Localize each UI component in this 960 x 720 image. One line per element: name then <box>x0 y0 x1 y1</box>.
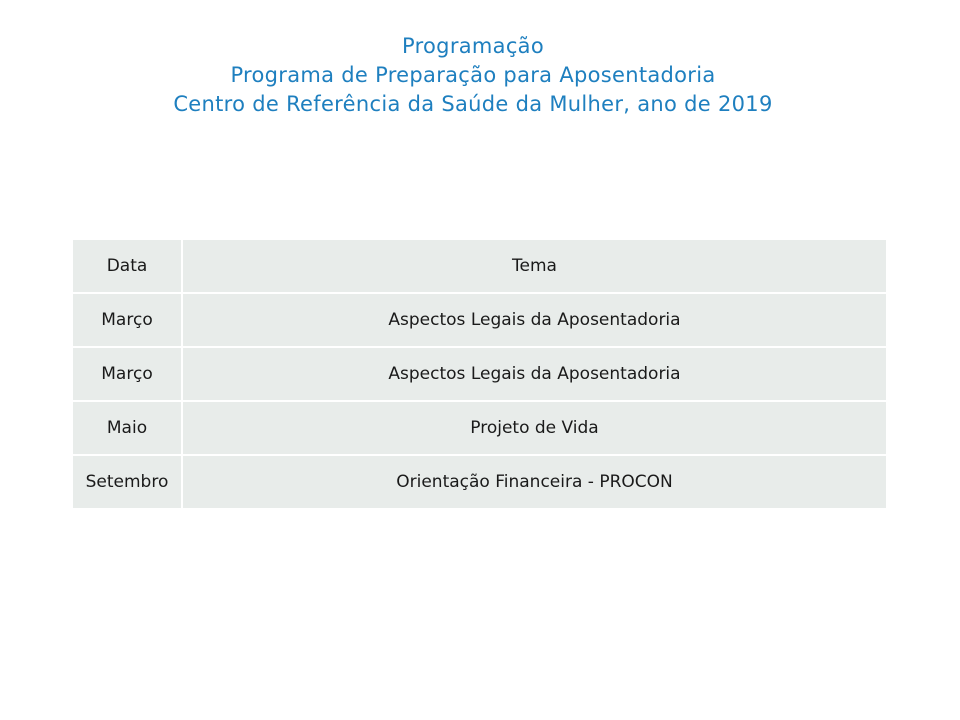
table-row <box>73 293 886 347</box>
row-date: Maio <box>73 401 182 455</box>
row-theme: Aspectos Legais da Aposentadoria <box>182 293 886 347</box>
slide-title <box>0 32 946 119</box>
table-row <box>73 347 886 401</box>
title-line-2: Programa de Preparação para Aposentadoria <box>230 63 716 87</box>
header-theme: Tema <box>182 240 886 293</box>
title-line-3: Centro de Referência da Saúde da Mulher, ano de 2019 <box>173 92 773 116</box>
table-row <box>73 401 886 455</box>
row-theme: Aspectos Legais da Aposentadoria <box>182 347 886 401</box>
table-row <box>73 455 886 508</box>
row-theme: Orientação Financeira - PROCON <box>182 455 886 508</box>
title-line-1: Programação <box>401 34 545 58</box>
row-date: Março <box>73 293 182 347</box>
schedule-table <box>73 240 886 508</box>
row-theme: Projeto de Vida <box>182 401 886 455</box>
row-date: Setembro <box>73 455 182 508</box>
table-header-row <box>73 240 886 293</box>
header-date: Data <box>73 240 182 293</box>
row-date: Março <box>73 347 182 401</box>
